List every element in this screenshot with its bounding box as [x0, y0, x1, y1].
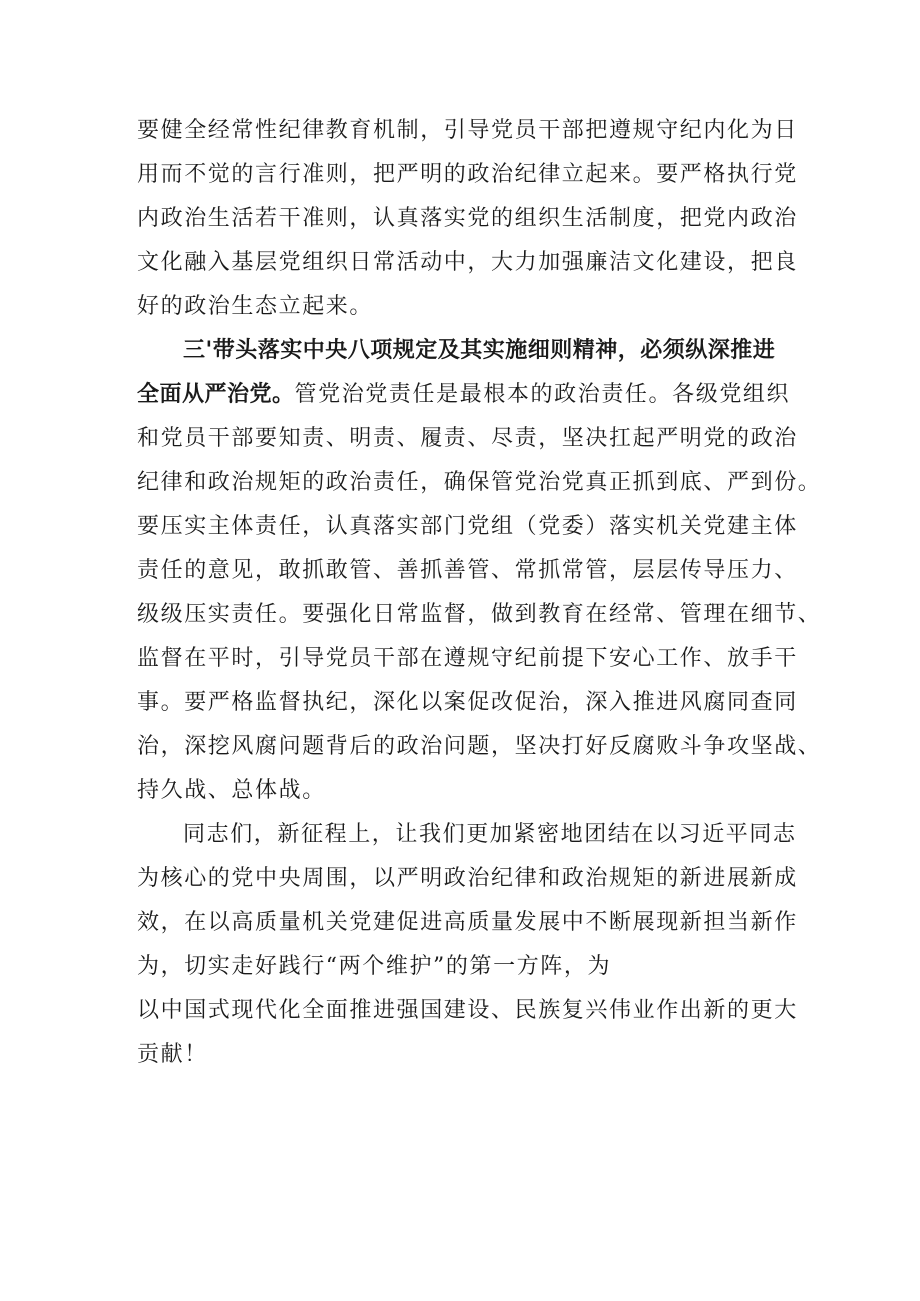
paragraph-3-line-1: 同志们，新征程上，让我们更加紧密地团结在以习近平同志 — [183, 822, 797, 847]
paragraph-1-line-4: 文化融入基层党组织日常活动中，大力加强廉洁文化建设，把良 — [137, 250, 798, 275]
paragraph-2-line-2 — [137, 375, 790, 415]
paragraph-3-line-6: 贡献！ — [137, 1042, 208, 1067]
paragraph-1-line-1: 要健全经常性纪律教育机制，引导党员干部把遵规守纪内化为日 — [137, 118, 798, 143]
paragraph-2-line-4: 纪律和政治规矩的政治责任，确保管党治党真正抓到底、严到份。 — [137, 470, 822, 495]
paragraph-3-line-5: 以中国式现代化全面推进强国建设、民族复兴伟业作出新的更大 — [137, 998, 798, 1023]
section-heading-line-1: 三'带头落实中央八项规定及其实施细则精神，必须纵深推进 — [183, 338, 776, 363]
paragraph-1-line-3: 内政治生活若干准则，认真落实党的组织生活制度，把党内政治 — [137, 206, 798, 231]
paragraph-2-line-3: 和党员干部要知责、明责、履责、尽责，坚决扛起严明党的政治 — [137, 426, 798, 451]
paragraph-2-line-5: 要压实主体责任，认真落实部门党组（党委）落实机关党建主体 — [137, 514, 798, 539]
paragraph-2-line-11: 持久战、总体战。 — [137, 778, 326, 803]
paragraph-3-line-3: 效，在以高质量机关党建促进高质量发展中不断展现新担当新作 — [137, 910, 798, 935]
paragraph-2-line-9: 事。要严格监督执纪，深化以案促改促治，深入推进风腐同查同 — [137, 690, 798, 715]
paragraph-2-line-7: 级级压实责任。要强化日常监督，做到教育在经常、管理在细节、 — [137, 602, 822, 627]
section-heading-line-2: 全面从严治党。 — [137, 382, 295, 407]
paragraph-1-line-5: 好的政治生态立起来。 — [137, 294, 374, 319]
paragraph-2-line-10: 治，深挖风腐问题背后的政治问题，坚决打好反腐败斗争攻坚战、 — [137, 734, 822, 759]
paragraph-2-line-2-text: 管党治党责任是最根本的政治责任。各级党组织 — [294, 382, 791, 407]
paragraph-2-line-8: 监督在平时，引导党员干部在遵规守纪前提下安心工作、放手干 — [137, 646, 798, 671]
paragraph-1-line-2: 用而不觉的言行准则，把严明的政治纪律立起来。要严格执行党 — [137, 162, 798, 187]
paragraph-2-line-6: 责任的意见，敢抓敢管、善抓善管、常抓常管，层层传导压力、 — [137, 558, 798, 583]
paragraph-3-line-4: 为，切实走好践行“两个维护”的第一方阵，为 — [137, 954, 612, 979]
paragraph-3-line-2: 为核心的党中央周围，以严明政治纪律和政治规矩的新进展新成 — [137, 866, 798, 891]
